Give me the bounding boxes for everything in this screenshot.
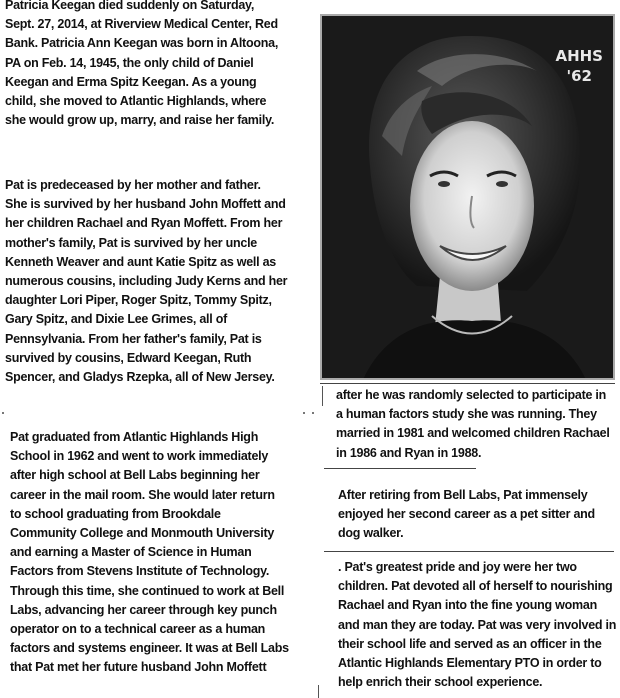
text-line: She is survived by her husband John Moffett and xyxy=(5,197,286,212)
text-line: enjoyed her second career as a pet sitter and xyxy=(338,507,595,522)
text-line: career in the mail room. She would later return xyxy=(10,487,275,502)
scan-edge-line xyxy=(318,685,319,698)
scan-edge-line xyxy=(322,386,323,406)
text-line: Gary Spitz, and Dixie Lee Grimes, all of xyxy=(5,312,228,327)
text-line: Patricia Keegan died suddenly on Saturday, xyxy=(5,0,255,12)
photo-caption-year: '62 xyxy=(566,67,592,85)
text-line: dog walker. xyxy=(338,526,404,541)
text-line: Atlantic Highlands Elementary PTO in order to xyxy=(338,655,602,670)
obituary-column2-paragraph-3 xyxy=(338,558,616,692)
text-line: Pat graduated from Atlantic Highlands High xyxy=(10,430,259,444)
text-line: School in 1962 and went to work immediately xyxy=(10,449,269,464)
text-line: after high school at Bell Labs beginning her xyxy=(10,468,260,483)
text-line: Bank. Patricia Ann Keegan was born in Altoona, xyxy=(5,36,279,51)
text-line: child, she moved to Atlantic Highlands, where xyxy=(5,93,267,108)
text-line: their school life and served as an officer in the xyxy=(338,636,602,651)
obituary-paragraph-3 xyxy=(10,428,289,677)
paragraph-underline xyxy=(324,468,476,469)
text-line: factors and systems engineer. It was at Bell Labs xyxy=(10,641,289,656)
text-line: mother's family, Pat is survived by her uncle xyxy=(5,235,258,250)
obituary-paragraph-2 xyxy=(5,176,287,387)
scan-speck xyxy=(303,412,305,414)
text-line: in 1986 and Ryan in 1988. xyxy=(336,445,482,460)
text-line: a human factors study she was running. They xyxy=(336,407,597,422)
obituary-column2-paragraph-1 xyxy=(336,386,610,463)
text-line: After retiring from Bell Labs, Pat immensely xyxy=(338,488,588,502)
paragraph-divider-rule xyxy=(324,551,614,552)
obituary-column2-paragraph-2 xyxy=(338,486,595,544)
text-line: Community College and Monmouth University xyxy=(10,525,275,540)
text-line: Sept. 27, 2014, at Riverview Medical Center, Red xyxy=(5,17,278,32)
text-line: Spencer, and Gladys Rzepka, all of New Jersey. xyxy=(5,369,275,384)
text-line: Rachael and Ryan into the fine young woman xyxy=(338,598,597,613)
text-line: and earning a Master of Science in Human xyxy=(10,545,252,560)
text-line: numerous cousins, including Judy Kerns and her xyxy=(5,273,288,288)
text-line: to school graduating from Brookdale xyxy=(10,506,221,521)
text-line: Through this time, she continued to work at Bell xyxy=(10,583,285,598)
text-line: her children Rachael and Ryan Moffett. From her xyxy=(5,216,283,231)
text-line: . Pat's greatest pride and joy were her two xyxy=(338,560,577,574)
text-line: after he was randomly selected to participate in xyxy=(336,388,607,402)
text-line: she would grow up, marry, and raise her family. xyxy=(5,113,275,128)
photo-caption-school: AHHS xyxy=(555,47,603,65)
text-line: Pennsylvania. From her father's family, Pat is xyxy=(5,331,262,346)
photo-caption xyxy=(555,46,603,86)
scan-speck xyxy=(312,412,314,414)
text-line: help enrich their school experience. xyxy=(338,675,543,690)
column-divider-rule xyxy=(320,383,615,384)
text-line: daughter Lori Piper, Roger Spitz, Tommy Spitz, xyxy=(5,293,272,308)
text-line: Labs, advancing her career through key punch xyxy=(10,602,277,617)
text-line: and man they are today. Pat was very involved in xyxy=(338,617,617,632)
text-line: married in 1981 and welcomed children Rachael xyxy=(336,426,610,441)
text-line: Keegan and Erma Spitz Keegan. As a young xyxy=(5,74,257,89)
obituary-paragraph-1 xyxy=(5,0,278,130)
text-line: that Pat met her future husband John Moffett xyxy=(10,660,267,675)
text-line: PA on Feb. 14, 1945, the only child of Daniel xyxy=(5,55,254,70)
text-line: Factors from Stevens Institute of Technology. xyxy=(10,564,270,579)
text-line: survived by cousins, Edward Keegan, Ruth xyxy=(5,350,252,365)
text-line: Pat is predeceased by her mother and father. xyxy=(5,178,261,192)
yearbook-portrait-photo xyxy=(320,14,615,380)
text-line: operator on to a technical career as a human xyxy=(10,621,266,636)
scan-speck xyxy=(2,412,4,414)
text-line: Kenneth Weaver and aunt Katie Spitz as well as xyxy=(5,254,276,269)
text-line: children. Pat devoted all of herself to nourishing xyxy=(338,579,613,594)
